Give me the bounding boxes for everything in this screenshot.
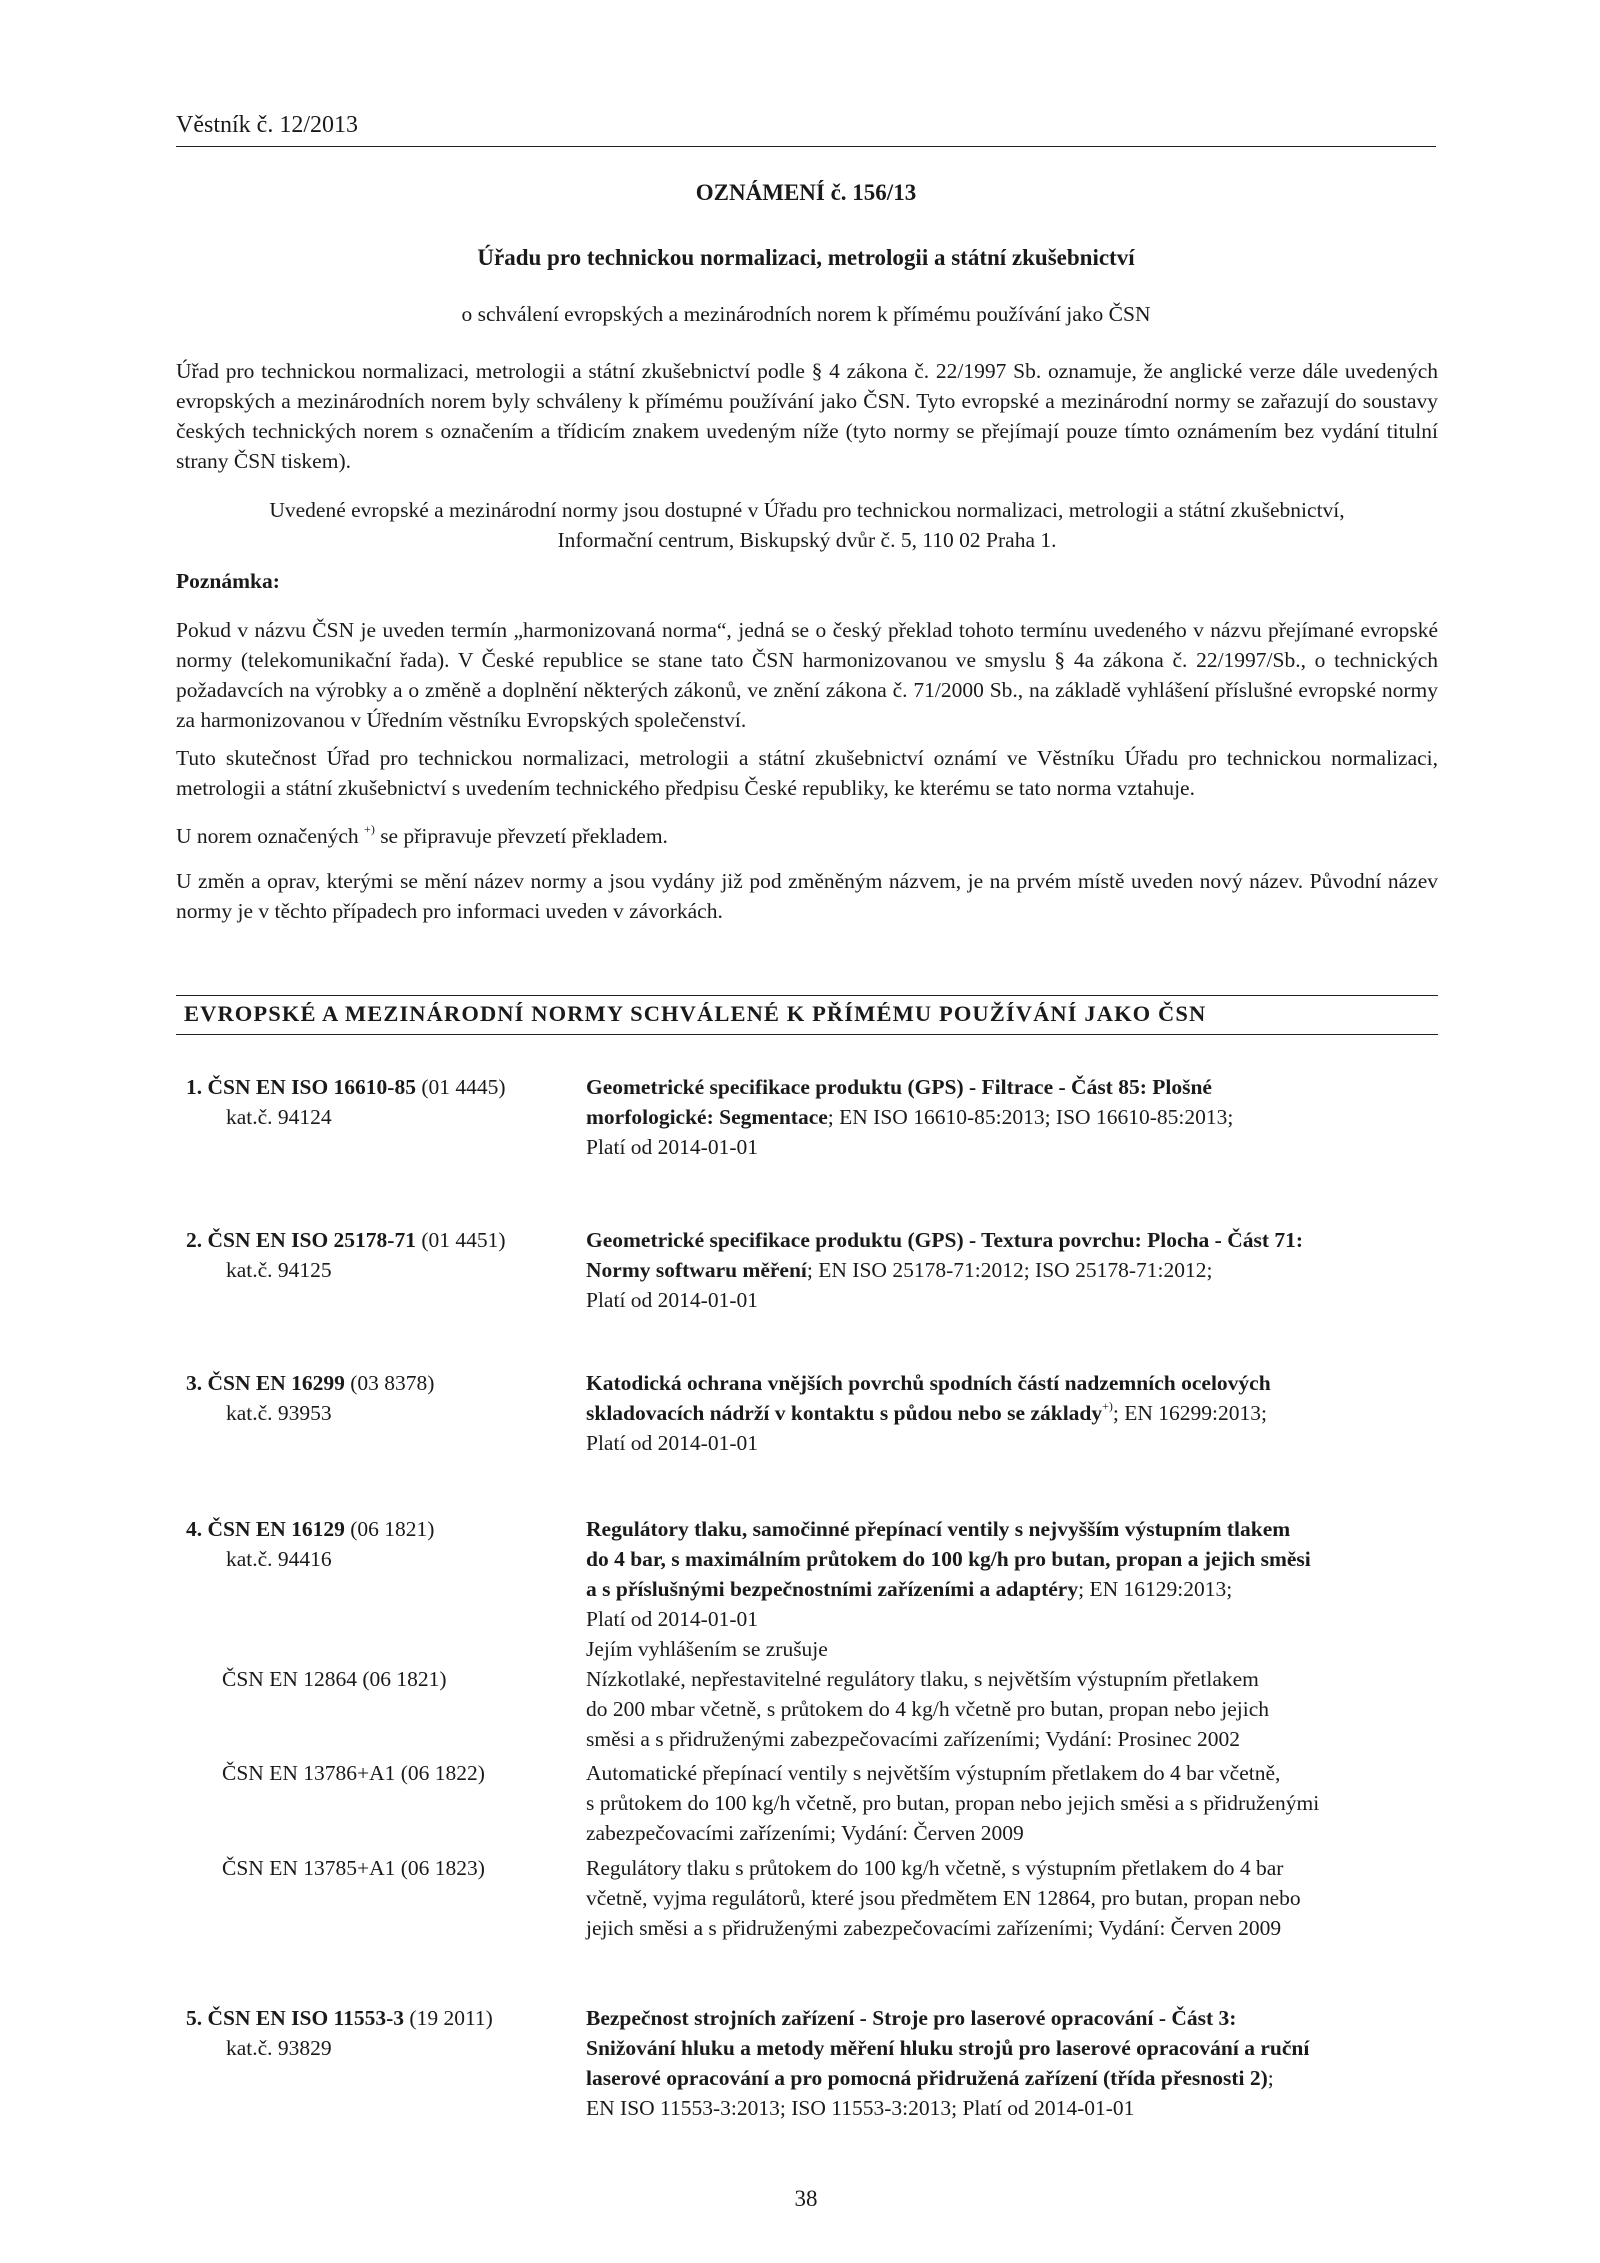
entry-valid-from: Platí od 2014-01-01 [586,1431,758,1455]
entry-csn: ČSN EN ISO 11553-3 [207,2006,405,2030]
note-paragraph: Pokud v názvu ČSN je uveden termín „harmonizovaná norma“, jedná se o český překlad tohoto termínu uvedeného v názvu přejímané evropské normy (telekomunikační řada). V České republice se stane tato ČSN harmonizovanou ve smyslu § 4a zákona č. 22/1997/Sb., o technických požadavcích na výrobky a o změně a doplnění některých zákonů, ve znění zákona č. 71/2000 Sb., na základě vyhlášení příslušné evropské normy za harmonizovanou v Úředním věstníku Evropských společenství. [176,618,1438,732]
entry-title: Geometrické specifikace produktu (GPS) - Textura povrchu: Plocha - Část 71: [586,1228,1304,1252]
entry-class: (19 2011) [409,2006,493,2030]
availability-line: Uvedené evropské a mezinárodní normy jsou dostupné v Úřadu pro technickou normalizaci, metrologii a státní zkušebnictví, [269,498,1345,522]
entry-valid-from: Platí od 2014-01-01 [586,1288,758,1312]
section-heading: EVROPSKÉ A MEZINÁRODNÍ NORMY SCHVÁLENÉ K PŘÍMÉMU POUŽÍVÁNÍ JAKO ČSN [184,1001,1207,1026]
plus-mark: +) [364,821,375,836]
entry-number: 5. [186,2006,203,2030]
notice-subtitle: o schválení evropských a mezinárodních norem k přímému používání jako ČSN [461,302,1151,326]
entry-code [186,1225,596,1285]
fact-paragraph: Tuto skutečnost Úřad pro technickou normalizaci, metrologii a státní zkušebnictví oznámí ve Věstníku Úřadu pro technickou normalizaci, metrologii a státní zkušebnictví s uvedením technického předpisu České republiky, ke kterému se tato norma vztahuje. [176,746,1438,800]
entry-code [186,2003,596,2063]
entry-kat: kat.č. 93829 [226,2036,332,2060]
entry-number: 4. [186,1517,203,1541]
availability-paragraph [176,495,1438,555]
entry-number: 1. [186,1075,203,1099]
entry-class: (06 1821) [350,1517,435,1541]
entry-title: Snižování hluku a metody měření hluku strojů pro laserové opracování a ruční [586,2036,1310,2060]
plus-mark: +) [1102,1398,1113,1413]
replaced-line: zabezpečovacími zařízeními; Vydání: Červen 2009 [586,1821,1024,1845]
header-rule [176,146,1436,147]
replaced-description [586,1758,1438,1848]
replaced-code: ČSN EN 13786+A1 (06 1822) [222,1761,485,1785]
intro-paragraph: Úřad pro technickou normalizaci, metrologii a státní zkušebnictví podle § 4 zákona č. 22/1997 Sb. oznamuje, že anglické verze dále uvedených evropských a mezinárodních norem byly schváleny k přímému používání jako ČSN. Tyto evropské a mezinárodní normy se zařazují do soustavy českých technických norem s označením a třídicím znakem uvedeným níže (tyto normy se přejímají pouze tímto oznámením bez vydání titulní strany ČSN tiskem). [176,359,1438,473]
entry-number: 3. [186,1371,203,1395]
entry-description [586,1072,1438,1162]
entry-description [586,1514,1438,1664]
note-heading: Poznámka: [176,569,280,593]
replaced-line: jejich směsi a s přidruženými zabezpečovacími zařízeními; Vydání: Červen 2009 [586,1916,1282,1940]
replaced-line: Automatické přepínací ventily s největším výstupním přetlakem do 4 bar včetně, [586,1761,1281,1785]
entry-code [186,1368,596,1428]
entry-replaces-label: Jejím vyhlášením se zrušuje [586,1637,828,1661]
replaced-line: do 200 mbar včetně, s průtokem do 4 kg/h včetně pro butan, propan nebo jejich [586,1697,1270,1721]
office-title: Úřadu pro technickou normalizaci, metrologii a státní zkušebnictví [477,245,1135,270]
entry-title: laserové opracování a pro pomocná přidružená zařízení (třída přesnosti 2) [586,2066,1268,2090]
translation-note-text: se připravuje převzetí překladem. [374,824,668,848]
entry-title: Normy softwaru měření [586,1258,807,1282]
entry-valid-from: Platí od 2014-01-01 [586,1607,758,1631]
entry-kat: kat.č. 94124 [226,1105,332,1129]
entry-description [586,1225,1438,1315]
bulletin-header: Věstník č. 12/2013 [176,112,358,138]
page-number: 38 [794,2186,818,2211]
entry-title: skladovacích nádrží v kontaktu s půdou nebo se základy [586,1401,1103,1425]
entry-refs: ; EN ISO 16610-85:2013; ISO 16610-85:2013; [827,1105,1234,1129]
entry-title: Bezpečnost strojních zařízení - Stroje pro laserové opracování - Část 3: [586,2006,1237,2030]
replaced-description [586,1853,1438,1943]
entry-title: morfologické: Segmentace [586,1105,828,1129]
notice-title: OZNÁMENÍ č. 156/13 [695,180,917,205]
section-rule-top [176,995,1438,996]
replaced-line: s průtokem do 100 kg/h včetně, pro butan, propan nebo jejich směsi a s přidruženými [586,1791,1320,1815]
entry-refs: ; EN 16299:2013; [1112,1401,1267,1425]
replaced-code: ČSN EN 12864 (06 1821) [222,1667,447,1691]
translation-note [176,821,1438,851]
entry-csn: ČSN EN 16299 [207,1371,345,1395]
entry-refs: ; EN ISO 25178-71:2012; ISO 25178-71:2012; [806,1258,1213,1282]
entry-refs: ; EN 16129:2013; [1078,1577,1233,1601]
replaced-line: Regulátory tlaku s průtokem do 100 kg/h včetně, s výstupním přetlakem do 4 bar [586,1856,1284,1880]
entry-title: do 4 bar, s maximálním průtokem do 100 kg/h pro butan, propan a jejich směsi [586,1547,1311,1571]
entry-refs: ; [1267,2066,1274,2090]
replaced-line: Nízkotlaké, nepřestavitelné regulátory tlaku, s největším výstupním přetlakem [586,1667,1259,1691]
entry-title: Katodická ochrana vnějších povrchů spodních částí nadzemních ocelových [586,1371,1271,1395]
availability-line: Informační centrum, Biskupský dvůr č. 5, 110 02 Praha 1. [557,528,1057,552]
translation-note-text: U norem označených [176,824,365,848]
replaced-line: směsi a s přidruženými zabezpečovacími zařízeními; Vydání: Prosinec 2002 [586,1727,1240,1751]
entry-kat: kat.č. 94125 [226,1258,332,1282]
entry-valid-from: Platí od 2014-01-01 [586,1135,758,1159]
entry-title: Geometrické specifikace produktu (GPS) - Filtrace - Část 85: Plošné [586,1075,1212,1099]
entry-description [586,2003,1438,2123]
entry-code [186,1514,596,1574]
entry-title: a s příslušnými bezpečnostními zařízeními a adaptéry [586,1577,1079,1601]
section-rule-bottom [176,1034,1438,1035]
entry-number: 2. [186,1228,203,1252]
entry-kat: kat.č. 94416 [226,1547,332,1571]
entry-description [586,1368,1438,1458]
entry-class: (01 4451) [421,1228,506,1252]
changes-paragraph: U změn a oprav, kterými se mění název normy a jsou vydány již pod změněným názvem, je na prvém místě uveden nový název. Původní název normy je v těchto případech pro informaci uveden v závorkách. [176,869,1438,923]
entry-kat: kat.č. 93953 [226,1401,332,1425]
entry-title: Regulátory tlaku, samočinné přepínací ventily s nejvyšším výstupním tlakem [586,1517,1291,1541]
entry-csn: ČSN EN ISO 16610-85 [207,1075,416,1099]
entry-csn: ČSN EN 16129 [207,1517,345,1541]
entry-class: (03 8378) [350,1371,435,1395]
replaced-code: ČSN EN 13785+A1 (06 1823) [222,1856,485,1880]
entry-csn: ČSN EN ISO 25178-71 [207,1228,416,1252]
replaced-line: včetně, vyjma regulátorů, které jsou předmětem EN 12864, pro butan, propan nebo [586,1886,1301,1910]
replaced-description [586,1664,1438,1754]
entry-code [186,1072,596,1132]
entry-refs-line: EN ISO 11553-3:2013; ISO 11553-3:2013; Platí od 2014-01-01 [586,2096,1135,2120]
entry-class: (01 4445) [421,1075,506,1099]
